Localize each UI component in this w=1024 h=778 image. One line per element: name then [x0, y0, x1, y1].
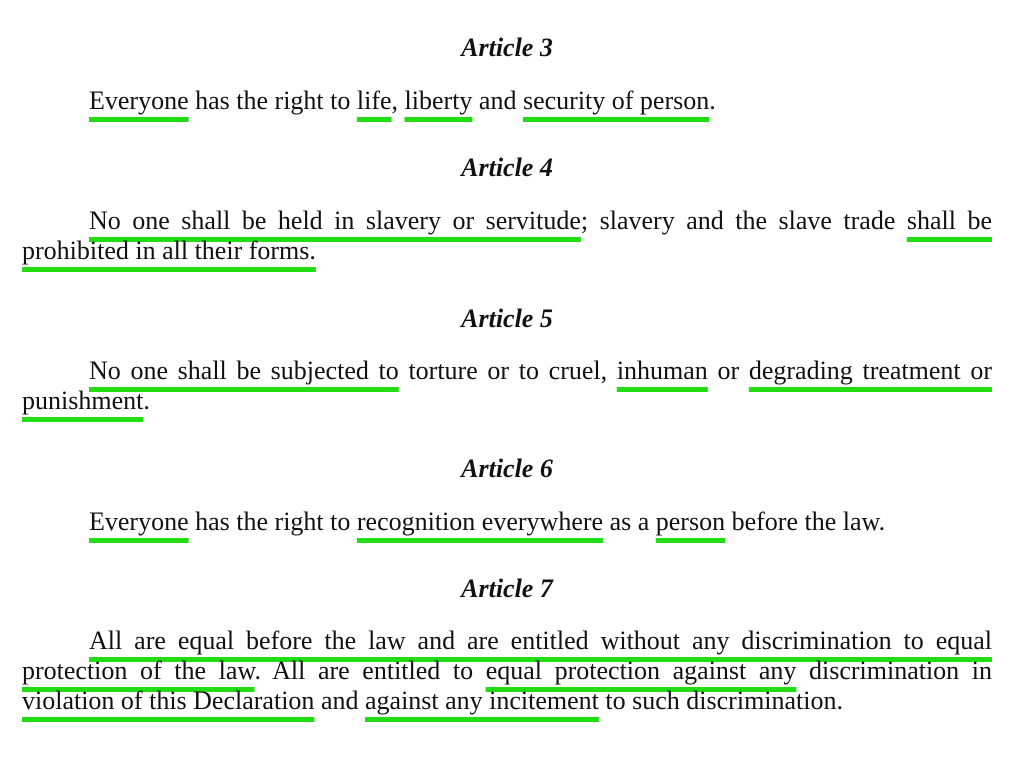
text-segment: to such discrimination. [598, 686, 844, 715]
text-segment: . All are entitled to [254, 656, 486, 685]
highlighted-phrase: All are equal before the law and are entitled without any discrimination to equal protection of the law [22, 626, 992, 685]
article-6-text [22, 507, 992, 537]
article-5-heading: Article 5 [461, 304, 553, 333]
highlighted-phrase: Everyone [89, 86, 189, 115]
text-segment: has the right to [188, 86, 357, 115]
article-5-text [22, 356, 992, 416]
article-3-text [22, 86, 992, 116]
highlighted-phrase: liberty [404, 86, 473, 115]
highlighted-phrase: No one shall be held in slavery or servitude [89, 206, 581, 235]
text-segment: . [143, 386, 150, 415]
text-segment: and [472, 86, 523, 115]
highlighted-phrase: against any incitement [364, 686, 599, 715]
article-4-heading: Article 4 [461, 153, 553, 182]
text-segment: , [391, 86, 405, 115]
text-segment: torture or to cruel, [398, 356, 617, 385]
article-3-heading: Article 3 [461, 33, 553, 62]
highlighted-phrase: person [655, 507, 726, 536]
text-segment: . [709, 86, 716, 115]
text-segment: or [707, 356, 749, 385]
text-segment: and [314, 686, 365, 715]
highlighted-phrase: violation of this Declaration [22, 686, 315, 715]
article-7-heading: Article 7 [461, 574, 553, 603]
text-segment: discrimination in [796, 656, 993, 685]
highlighted-phrase: Everyone [89, 507, 189, 536]
highlighted-phrase: life [356, 86, 392, 115]
text-segment: has the right to [188, 507, 357, 536]
highlighted-phrase: degrading treatment or punishment [22, 356, 992, 415]
highlighted-phrase: equal protection against any [485, 656, 797, 685]
highlighted-phrase: shall be prohibited in all their forms. [22, 206, 992, 265]
article-4-text [22, 206, 992, 266]
article-7-text [22, 626, 992, 716]
text-segment: as a [603, 507, 656, 536]
highlighted-phrase: security of person [522, 86, 710, 115]
text-segment: ; slavery and the slave trade [580, 206, 907, 235]
highlighted-phrase: recognition everywhere [356, 507, 604, 536]
highlighted-phrase: No one shall be subjected to [89, 356, 399, 385]
highlighted-phrase: inhuman [616, 356, 708, 385]
article-6-heading: Article 6 [461, 454, 553, 483]
text-segment: before the law. [725, 507, 886, 536]
